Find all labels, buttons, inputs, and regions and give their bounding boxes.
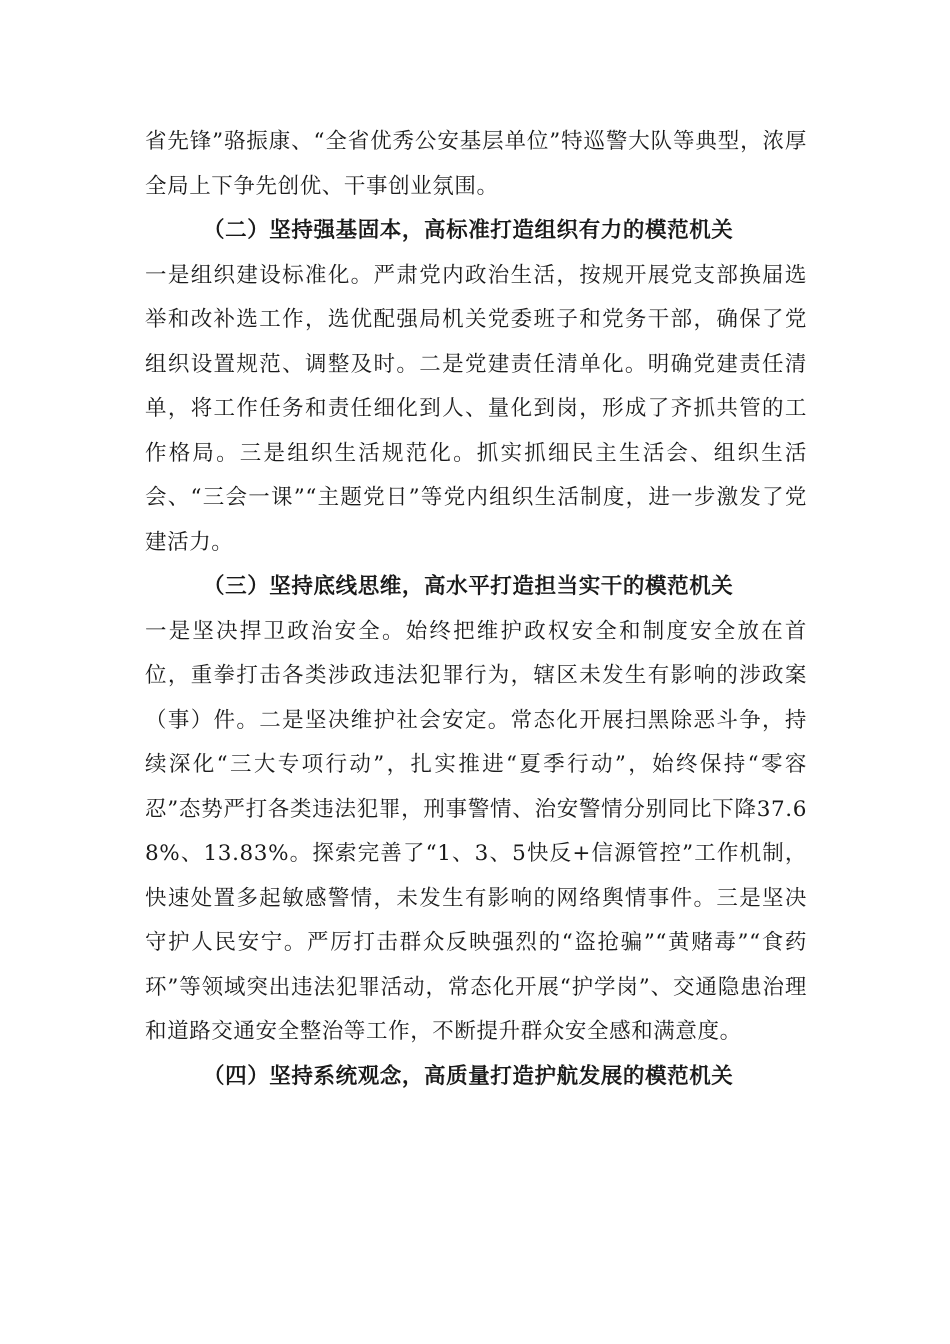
section-3-heading: （三）坚持底线思维，高水平打造担当实干的模范机关 xyxy=(203,574,734,599)
section-3-paragraph: 一是坚决捍卫政治安全。始终把维护政权安全和制度安全放在首位，重拳打击各类涉政违法犯罪行为，辖区未发生有影响的涉政案（事）件。二是坚决维护社会安定。常态化开展扫黑除恶斗争，持续深化“三大专项行动”，扎实推进“夏季行动”，始终保持“零容忍”态势严打各类违法犯罪，刑事警情、治安警情分别同比下降37.68%、13.83%。探索完善了“1、3、5快反+信源管控”工作机制，快速处置多起敏感警情，未发生有影响的网络舆情事件。三是坚决守护人民安宁。严厉打击群众反映强烈的“盗抢骗”“黄赌毒”“食药环”等领域突出违法犯罪活动，常态化开展“护学岗”、交通隐患治理和道路交通安全整治等工作，不断提升群众安全感和满意度。 xyxy=(145,618,807,1044)
section-4-heading: （四）坚持系统观念，高质量打造护航发展的模范机关 xyxy=(203,1063,734,1089)
continuation-paragraph: 省先锋”骆振康、“全省优秀公安基层单位”特巡警大队等典型，浓厚全局上下争先创优、干事创业氛围。 xyxy=(145,129,807,199)
section-2-heading: （二）坚持强基固本，高标准打造组织有力的模范机关 xyxy=(203,218,734,243)
document-page xyxy=(145,120,807,1099)
section-2-paragraph: 一是组织建设标准化。严肃党内政治生活，按规开展党支部换届选举和改补选工作，选优配强局机关党委班子和党务干部，确保了党组织设置规范、调整及时。二是党建责任清单化。明确党建责任清单，将工作任务和责任细化到人、量化到岗，形成了齐抓共管的工作格局。三是组织生活规范化。抓实抓细民主生活会、组织生活会、“三会一课”“主题党日”等党内组织生活制度，进一步激发了党建活力。 xyxy=(145,262,807,555)
